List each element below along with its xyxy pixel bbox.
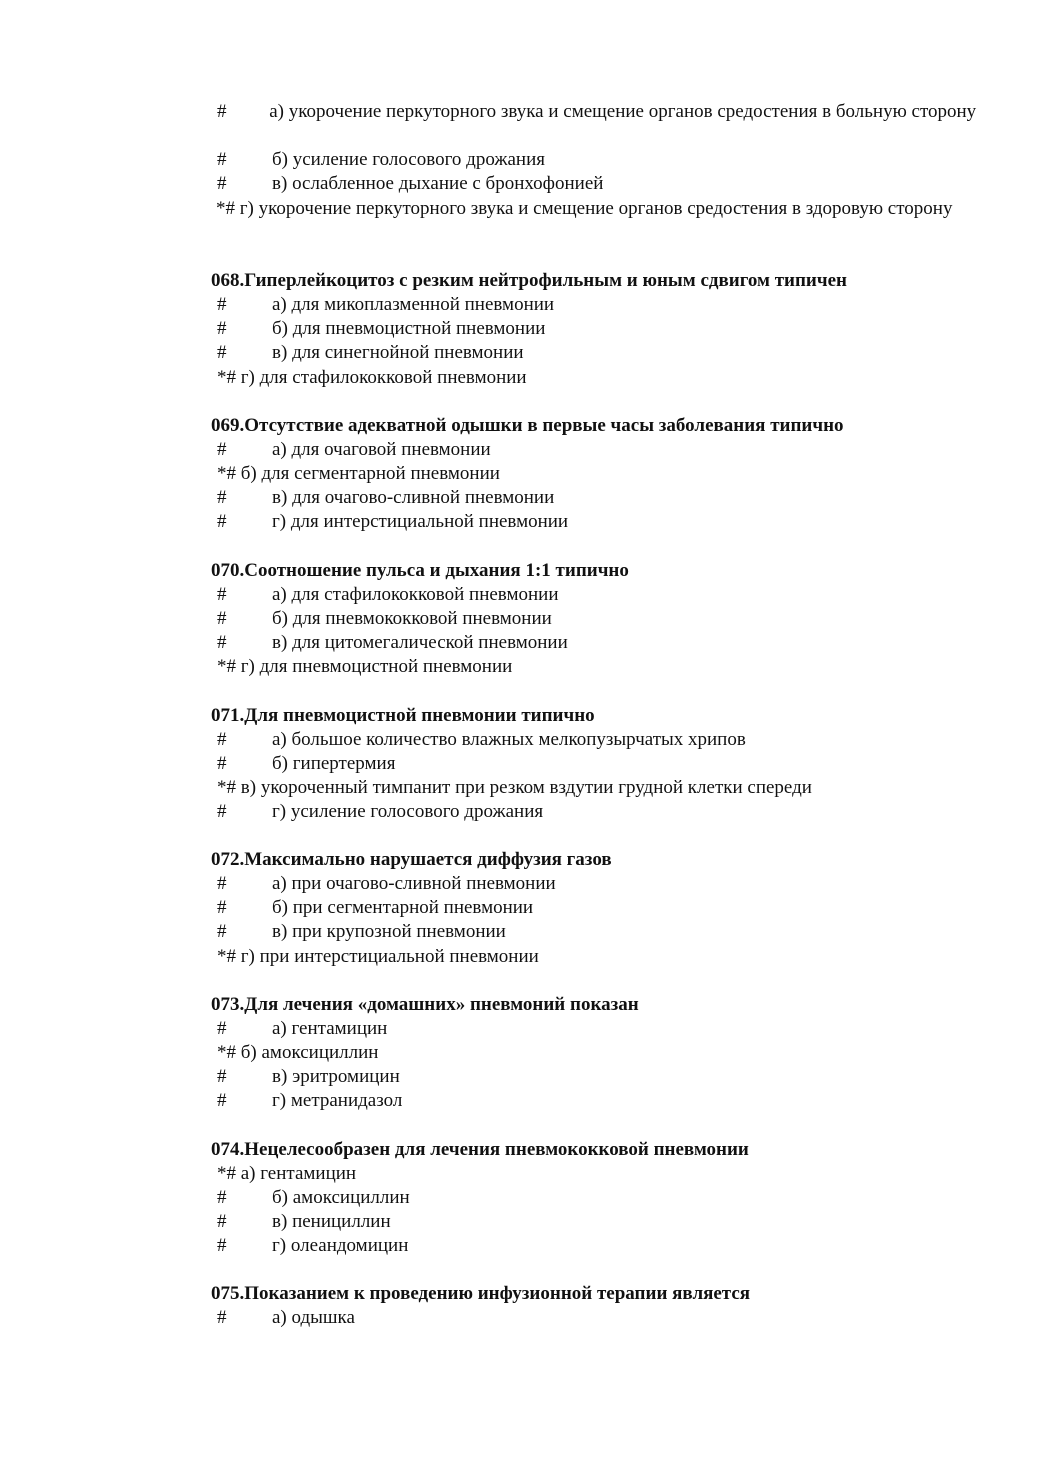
answer-option-body — [272, 148, 545, 172]
answer-option — [217, 172, 227, 196]
option-mark: # — [217, 487, 227, 508]
question-title: 075.Показанием к проведению инфузионной терапии является — [211, 1283, 751, 1304]
option-mark: # — [217, 1018, 227, 1039]
answer-option-correct: *# б) амоксициллин — [217, 1042, 379, 1063]
answer-option-body — [272, 172, 603, 196]
answer-option: а) большое количество влажных мелкопузырчатых хрипов — [272, 729, 746, 750]
option-mark: # — [217, 342, 227, 363]
option-mark: # — [217, 1187, 227, 1208]
option-mark: # — [217, 729, 227, 750]
option-text: усиление голосового дрожания — [292, 149, 545, 170]
answer-option-correct: *# а) гентамицин — [217, 1163, 357, 1184]
option-letter: в) — [272, 173, 288, 194]
answer-option: г) усиление голосового дрожания — [272, 801, 544, 822]
option-mark: # — [217, 294, 227, 315]
option-mark: # — [217, 101, 227, 122]
answer-option: б) для пневмококковой пневмонии — [272, 608, 552, 629]
answer-option: б) гипертермия — [272, 753, 396, 774]
option-text: укорочение перкуторного звука и смещение органов средостения в больную сторону — [288, 101, 977, 122]
option-letter: б) — [272, 149, 288, 170]
option-mark: # — [217, 1211, 227, 1232]
answer-option: в) эритромицин — [272, 1066, 400, 1087]
answer-option-correct: *# г) при интерстициальной пневмонии — [217, 946, 539, 967]
question-title: 074.Нецелесообразен для лечения пневмококковой пневмонии — [211, 1139, 749, 1160]
option-mark: # — [217, 753, 227, 774]
option-mark: # — [217, 584, 227, 605]
answer-option: а) гентамицин — [272, 1018, 388, 1039]
option-mark: # — [217, 801, 227, 822]
option-mark: # — [217, 897, 227, 918]
option-mark: # — [217, 1235, 227, 1256]
answer-option — [217, 148, 227, 172]
answer-option: в) для синегнойной пневмонии — [272, 342, 524, 363]
option-letter: г) — [239, 198, 254, 219]
option-mark: # — [217, 439, 227, 460]
answer-option: в) пенициллин — [272, 1211, 391, 1232]
answer-option: б) для пневмоцистной пневмонии — [272, 318, 546, 339]
question-title: 072.Максимально нарушается диффузия газов — [211, 849, 612, 870]
answer-option: г) метранидазол — [272, 1090, 403, 1111]
answer-option-correct: *# г) для пневмоцистной пневмонии — [217, 656, 513, 677]
option-mark: *# — [216, 198, 235, 219]
option-mark: # — [217, 511, 227, 532]
answer-option-correct: *# б) для сегментарной пневмонии — [217, 463, 500, 484]
answer-option: а) для очаговой пневмонии — [272, 439, 491, 460]
option-mark: # — [217, 632, 227, 653]
answer-option: в) для цитомегалической пневмонии — [272, 632, 568, 653]
answer-option: г) олеандомицин — [272, 1235, 409, 1256]
question-title: 070.Соотношение пульса и дыхания 1:1 типично — [211, 560, 629, 581]
answer-option: г) для интерстициальной пневмонии — [272, 511, 569, 532]
option-mark: # — [217, 1066, 227, 1087]
question-title: 073.Для лечения «домашних» пневмоний показан — [211, 994, 639, 1015]
answer-option-correct: *# в) укороченный тимпанит при резком вздутии грудной клетки спереди — [217, 777, 812, 798]
question-title: 069.Отсутствие адекватной одышки в первые часы заболевания типично — [211, 415, 844, 436]
answer-option: а) для стафилококковой пневмонии — [272, 584, 559, 605]
answer-option: а) для микоплазменной пневмонии — [272, 294, 555, 315]
option-mark: # — [217, 149, 227, 170]
answer-option: в) при крупозной пневмонии — [272, 921, 506, 942]
option-text: ослабленное дыхание с бронхофонией — [292, 173, 604, 194]
question-title: 071.Для пневмоцистной пневмонии типично — [211, 705, 595, 726]
option-mark: # — [217, 921, 227, 942]
option-mark: # — [217, 318, 227, 339]
option-mark: # — [217, 1307, 227, 1328]
answer-option: б) амоксициллин — [272, 1187, 410, 1208]
answer-option: в) для очагово-сливной пневмонии — [272, 487, 555, 508]
answer-option: а) при очагово-сливной пневмонии — [272, 873, 556, 894]
answer-option: б) при сегментарной пневмонии — [272, 897, 534, 918]
answer-option: а) одышка — [272, 1307, 355, 1328]
answer-option — [148, 100, 990, 124]
question-title: 068.Гиперлейкоцитоз с резким нейтрофильным и юным сдвигом типичен — [211, 270, 847, 291]
answer-option-correct: *# г) для стафилококковой пневмонии — [217, 367, 527, 388]
option-mark: # — [217, 873, 227, 894]
option-text: укорочение перкуторного звука и смещение органов средостения в здоровую сторону — [258, 198, 953, 219]
option-mark: # — [217, 608, 227, 629]
option-letter: а) — [269, 101, 285, 122]
answer-option-correct — [148, 197, 990, 221]
option-mark: # — [217, 1090, 227, 1111]
option-mark: # — [217, 173, 227, 194]
